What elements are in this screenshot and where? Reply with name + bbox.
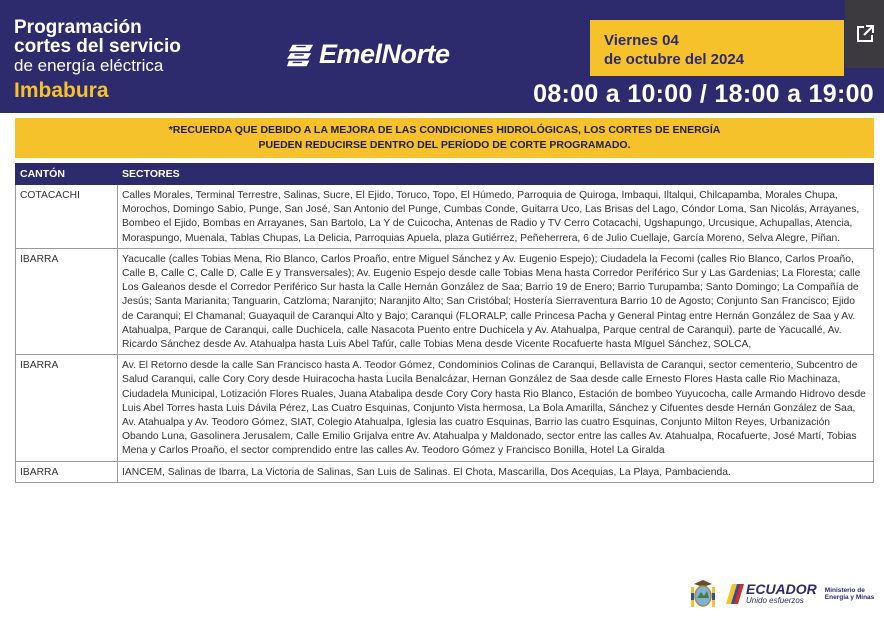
sectores-cell: Calles Morales, Terminal Terrestre, Salinas, Sucre, El Ejido, Toruco, Topo, El Húmedo, Parroquia de Quiroga, Imbaqui, Iltalqui, Chilcapamba, Morales Chupa, Morochos, Domingo Sabio, Punge, San José, San Antonio del Punge, Cumbas Conde, Guitarra Uco, Las Brisas del Lago, Cóndor Loma, San Nicolás, Arrayanes, Bombeo el Ejido, Bombas en Arrayanes, San Bartolo, La Y de Cuicocha, Antenas de Radio y TV Cerro Cotacachi, Ugshapungo, Urcusique, Achupallas, Atencia, Moraspungo, Muenala, Tablas Chupas, La Delicia, Parroquias Apuela, plaza Gutiérrez, Peñeherrera, 6 de Julio Cuellaje, García Moreno, Selva Alegre, Piñan. [118,185,874,249]
sectores-cell: Yacucalle (calles Tobias Mena, Rio Blanco, Carlos Proaño, entre Miguel Sánchez y Av. Eugenio Espejo); Ciudadela la Fecomi (calles Rio Blanco, Carlos Proaño, Calle B, Calle C, Calle D, Calle E y Transversales); Av. Eugenio Espejo desde calle Tobias Mena hasta Corredor Periférico Sur y Las Gardenias; La Floresta; calle Los Galeanos desde el Corredor Periférico Sur hasta la Calle Hernán González de Saa; Barrio 19 de Enero; Barrio Turupamba; Santo Domingo; La Compañía de Jesús; Santa Marianita; Tanguarin, Catzloma; Naranjito; Naranjito Alto; San Cristóbal; Hostería Sierraventura Barrio 10 de Agosto; Conjunto San Francisco; Ejido de Caranqui; El Chamanal; Guayaquil de Caranqui Alto y Bajo; Caranqui (FLORALP, calle Princesa Pacha y General Pintag entre Hernán González de Saa y Av. Atahualpa, Parque de Caranqui, calle Duchicela, calle Nasacota Puento entre Duchicela y Av. Atahualpa, Parque central de Caranqui). parte de Yacucallé, Av. Ricardo Sánchez desde Av. Atahualpa hasta Luis Abel Tafúr, calle Tobias Mena desde Vicente Rocafuerte hasta MIguel Sánchez, SOLCA, [118,248,874,354]
emelnorte-logo-icon [287,42,315,68]
header-banner [0,0,884,113]
canton-cell: IBARRA [16,355,118,461]
notice-line2: PUEDEN REDUCIRSE DENTRO DEL PERÍODO DE CORTE PROGRAMADO. [258,139,631,151]
canton-cell: IBARRA [16,248,118,354]
ministry-line1: Ministerio de [824,587,865,594]
table-row [16,355,874,461]
page-title [14,18,181,103]
date-day: Viernes 04 [604,32,679,49]
ecuador-logo [726,582,817,606]
date-month-year: de octubre del 2024 [604,51,745,68]
footer-logos [688,578,875,610]
ecuador-slogan: Unido esfuerzos [746,596,804,605]
external-link-button[interactable] [845,0,884,68]
ecuador-coat-of-arms-icon [688,578,718,610]
column-header-sectores: SECTORES [118,164,874,185]
date-box [590,20,844,76]
canton-cell: IBARRA [16,461,118,482]
outage-table [15,163,874,483]
external-link-icon [855,24,875,44]
ministry-label [825,587,875,601]
emelnorte-logo [287,39,450,70]
title-line1: Programación [14,17,142,38]
table-header-row [16,164,874,185]
ministry-line2: Energía y Minas [824,594,875,601]
table-row [16,185,874,249]
column-header-canton: CANTÓN [16,164,118,185]
sectores-cell: Av. El Retorno desde la calle San Francisco hasta A. Teodor Gómez, Condominios Colinas de Caranqui, Bellavista de Caranqui, sector cementerio, Subcentro de Salud Caranqui, calle Cory Cory desde Huiracocha hasta Lucila Benalcázar, Hernan González de Saa desde calle Ernesto Flores Hasta calle Rio Machinaza, Ciudadela Municipal, Lotización Flores Ruales, Juana Atabalipa desde Cory Cory hasta Rio Blanco, Estación de bombeo Yuyucocha, calle Armando Hidrovo desde Luis Abel Torres hasta Luis Dávila Pérez, Las Cuatro Esquinas, Conjunto Vista hermosa, La Bola Amarilla, Sánchez y Cifuentes desde Hernán González de Saa, Av. Atahualpa y Av. Teodoro Gómez, SIAT, Colegio Atahualpa, Iglesia las cuatro Esquinas, Barrio las cuatro Esquinas, Conjunto Milton Reyes, Urbanización Obando Luna, Gasolinera Jerusalem, Calle Emilio Grijalva entre Av. Atahualpa y Maldonado, sector entre las calles Av. Atahualpa, Rocafuerte, José Martí, Tobias Mena y Carlos Proaño, el sector comprendido entre las calles Av. Teodoro Gómez y Francisco Bonilla, Hotel La Giralda [118,355,874,461]
ecuador-flag-stripes-icon [726,582,746,606]
outage-hours: 08:00 a 10:00 / 18:00 a 19:00 [533,80,874,108]
brand-name: EmelNorte [319,39,450,69]
canton-cell: COTACACHI [16,185,118,249]
notice-banner [15,118,874,158]
ecuador-wordmark: ECUADOR [746,581,817,597]
table-row [16,248,874,354]
title-line2: cortes del servicio [14,36,181,57]
sectores-cell: IANCEM, Salinas de Ibarra, La Victoria de Salinas, San Luis de Salinas. El Chota, Mascarilla, Dos Acequias, La Playa, Pambacienda. [118,461,874,482]
province-label: Imbabura [14,79,109,102]
table-row [16,461,874,482]
notice-line1: *RECUERDA QUE DEBIDO A LA MEJORA DE LAS CONDICIONES HIDROLÓGICAS, LOS CORTES DE ENERGÍA [168,124,721,136]
title-line3: de energía eléctrica [14,56,164,75]
